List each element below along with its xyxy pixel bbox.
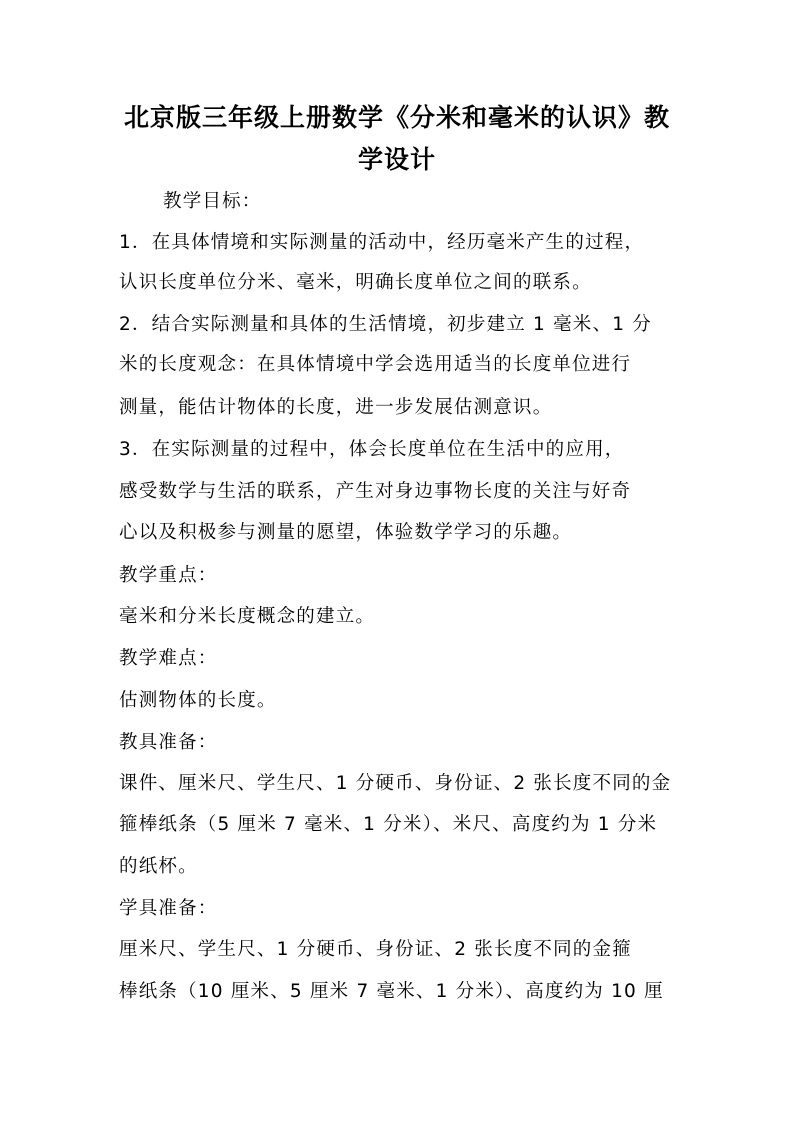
- difficulty-text: 估测物体的长度。: [119, 690, 277, 711]
- objective-1-line-1: 1．在具体情境和实际测量的活动中，经历毫米产生的过程，: [119, 232, 645, 253]
- student-tools-line-1: 厘米尺、学生尺、1 分硬币、身份证、2 张长度不同的金箍: [119, 939, 632, 960]
- objective-3-line-2: 感受数学与生活的联系，产生对身边事物长度的关注与好奇: [119, 481, 632, 502]
- teacher-tools-line-1: 课件、厘米尺、学生尺、1 分硬币、身份证、2 张长度不同的金: [119, 773, 672, 794]
- objective-3-line-3: 心以及积极参与测量的愿望，体验数学学习的乐趣。: [119, 522, 573, 543]
- teacher-tools-line-2: 箍棒纸条（5 厘米 7 毫米、1 分米）、米尺、高度约为 1 分米: [119, 814, 658, 835]
- objective-2-line-2: 米的长度观念：在具体情境中学会选用适当的长度单位进行: [119, 354, 632, 375]
- objective-2-line-1: 2．结合实际测量和具体的生活情境，初步建立 1 毫米、1 分: [119, 314, 652, 335]
- key-point-heading: 教学重点：: [119, 565, 218, 586]
- difficulty-heading: 教学难点：: [119, 648, 218, 669]
- student-tools-line-2: 棒纸条（10 厘米、5 厘米 7 毫米、1 分米）、高度约为 10 厘: [119, 981, 664, 1002]
- document-title-line-1: 北京版三年级上册数学《分米和毫米的认识》教: [123, 103, 670, 132]
- teacher-tools-line-3: 的纸杯。: [119, 856, 198, 877]
- teacher-tools-heading: 教具准备：: [119, 732, 218, 753]
- document-title-line-2: 学设计: [357, 145, 436, 174]
- objectives-heading: 教学目标：: [163, 191, 262, 212]
- objective-2-line-3: 测量，能估计物体的长度，进一步发展估测意识。: [119, 397, 553, 418]
- objective-3-line-1: 3．在实际测量的过程中，体会长度单位在生活中的应用，: [119, 439, 625, 460]
- key-point-text: 毫米和分米长度概念的建立。: [119, 606, 376, 627]
- objective-1-line-2: 认识长度单位分米、毫米，明确长度单位之间的联系。: [119, 272, 592, 293]
- student-tools-heading: 学具准备：: [119, 898, 218, 919]
